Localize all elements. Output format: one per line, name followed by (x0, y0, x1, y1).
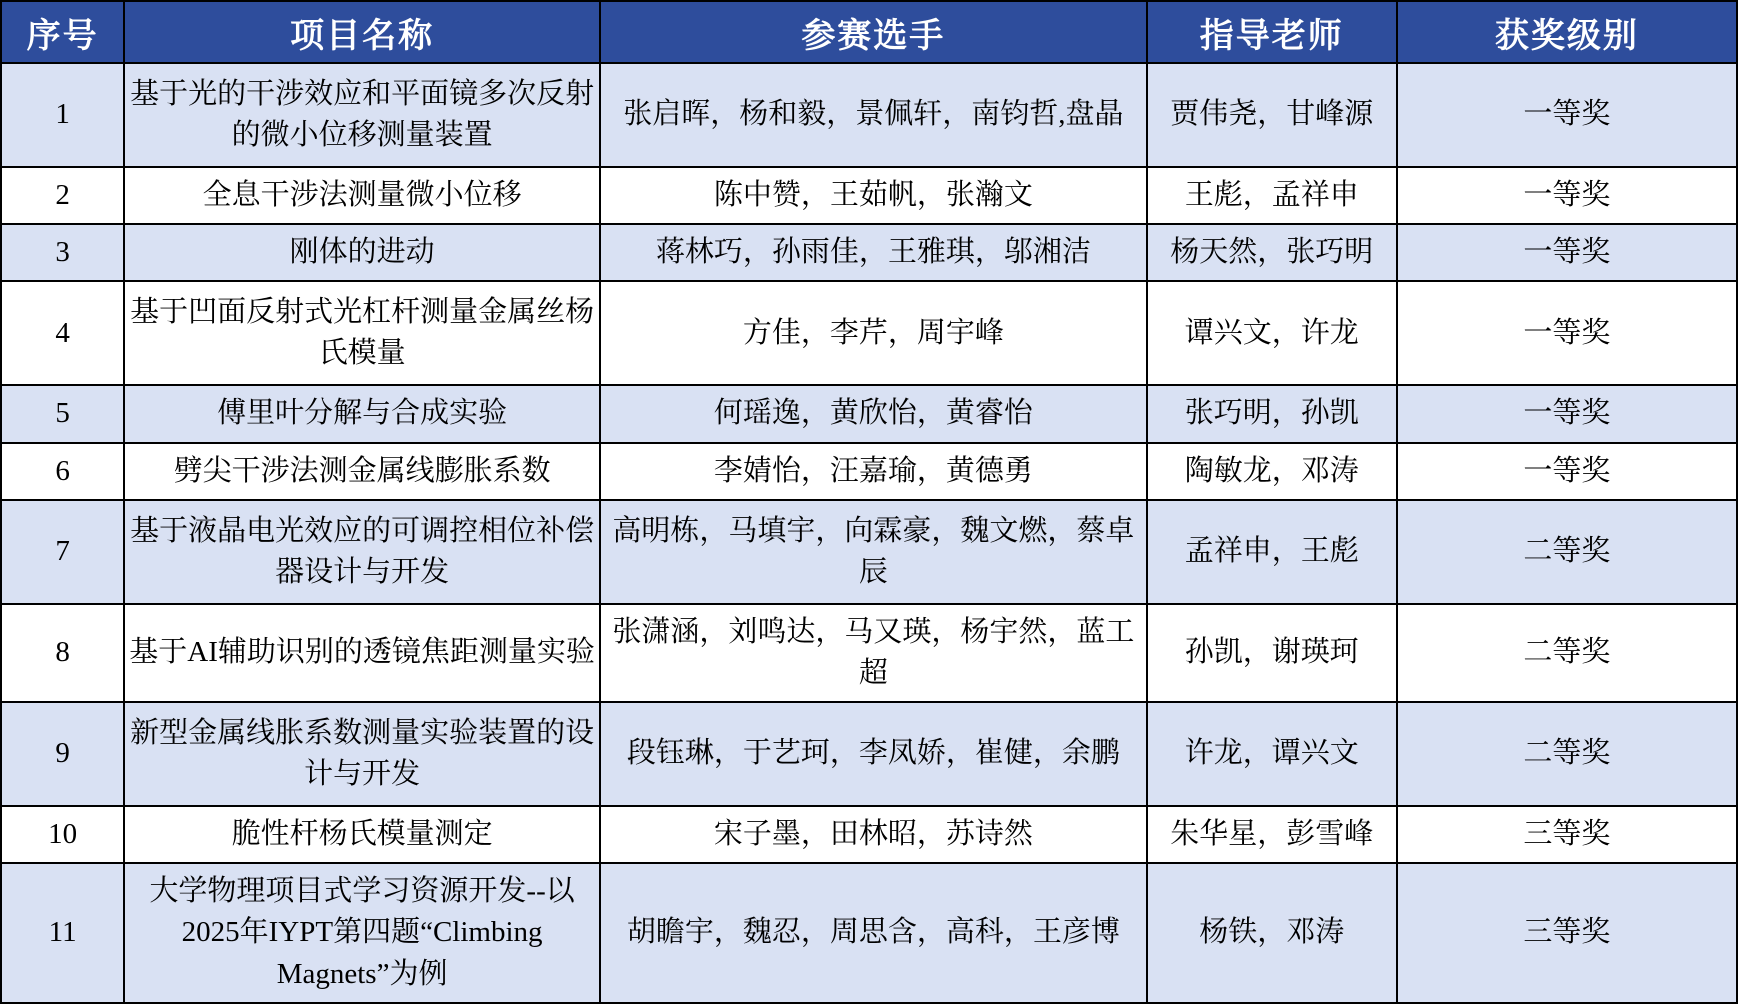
cell-contestants: 宋子墨，田林昭，苏诗然 (600, 806, 1147, 863)
table-row (1, 863, 1737, 1003)
cell-award-level: 二等奖 (1397, 702, 1737, 806)
table-row (1, 63, 1737, 167)
column-header-project: 项目名称 (124, 1, 600, 63)
table-row (1, 604, 1737, 702)
cell-advisors: 杨天然，张巧明 (1147, 224, 1397, 281)
cell-award-level: 一等奖 (1397, 167, 1737, 224)
cell-number: 4 (1, 281, 124, 385)
table-row (1, 167, 1737, 224)
column-header-award: 获奖级别 (1397, 1, 1737, 63)
cell-award-level: 一等奖 (1397, 224, 1737, 281)
cell-advisors: 王彪，孟祥申 (1147, 167, 1397, 224)
cell-contestants: 陈中赞，王茹帆，张瀚文 (600, 167, 1147, 224)
cell-contestants: 高明栋，马填宇，向霖豪，魏文燃，蔡卓辰 (600, 500, 1147, 604)
cell-award-level: 二等奖 (1397, 604, 1737, 702)
table-header-row (1, 1, 1737, 63)
cell-award-level: 一等奖 (1397, 63, 1737, 167)
cell-contestants: 张潇涵，刘鸣达，马又瑛，杨宇然，蓝工超 (600, 604, 1147, 702)
column-header-contestants: 参赛选手 (600, 1, 1147, 63)
cell-contestants: 胡瞻宇，魏忍，周思含，高科，王彦博 (600, 863, 1147, 1003)
cell-award-level: 二等奖 (1397, 500, 1737, 604)
cell-number: 1 (1, 63, 124, 167)
cell-number: 3 (1, 224, 124, 281)
table-row (1, 702, 1737, 806)
cell-award-level: 三等奖 (1397, 863, 1737, 1003)
cell-number: 8 (1, 604, 124, 702)
cell-contestants: 蒋林巧，孙雨佳，王雅琪，邬湘洁 (600, 224, 1147, 281)
cell-project-name: 新型金属线胀系数测量实验装置的设计与开发 (124, 702, 600, 806)
cell-contestants: 何瑶逸，黄欣怡，黄睿怡 (600, 385, 1147, 442)
cell-advisors: 张巧明，孙凯 (1147, 385, 1397, 442)
cell-contestants: 方佳，李芹，周宇峰 (600, 281, 1147, 385)
table-row (1, 500, 1737, 604)
table-row (1, 385, 1737, 442)
cell-award-level: 三等奖 (1397, 806, 1737, 863)
cell-advisors: 贾伟尧，甘峰源 (1147, 63, 1397, 167)
cell-number: 6 (1, 443, 124, 500)
cell-project-name: 基于AI辅助识别的透镜焦距测量实验 (124, 604, 600, 702)
table-body (1, 63, 1737, 1003)
cell-project-name: 基于光的干涉效应和平面镜多次反射的微小位移测量装置 (124, 63, 600, 167)
table-row (1, 443, 1737, 500)
cell-advisors: 杨铁，邓涛 (1147, 863, 1397, 1003)
column-header-advisors: 指导老师 (1147, 1, 1397, 63)
table-row (1, 224, 1737, 281)
cell-project-name: 基于凹面反射式光杠杆测量金属丝杨氏模量 (124, 281, 600, 385)
cell-number: 11 (1, 863, 124, 1003)
table-row (1, 281, 1737, 385)
cell-project-name: 全息干涉法测量微小位移 (124, 167, 600, 224)
cell-advisors: 孟祥申，王彪 (1147, 500, 1397, 604)
cell-number: 5 (1, 385, 124, 442)
column-header-number: 序号 (1, 1, 124, 63)
cell-advisors: 谭兴文，许龙 (1147, 281, 1397, 385)
cell-advisors: 孙凯，谢瑛珂 (1147, 604, 1397, 702)
cell-award-level: 一等奖 (1397, 443, 1737, 500)
cell-advisors: 许龙，谭兴文 (1147, 702, 1397, 806)
table-row (1, 806, 1737, 863)
cell-number: 2 (1, 167, 124, 224)
cell-project-name: 基于液晶电光效应的可调控相位补偿器设计与开发 (124, 500, 600, 604)
cell-number: 9 (1, 702, 124, 806)
cell-project-name: 刚体的进动 (124, 224, 600, 281)
cell-number: 7 (1, 500, 124, 604)
cell-project-name: 傅里叶分解与合成实验 (124, 385, 600, 442)
cell-advisors: 朱华星，彭雪峰 (1147, 806, 1397, 863)
cell-number: 10 (1, 806, 124, 863)
cell-project-name: 大学物理项目式学习资源开发--以2025年IYPT第四题“Climbing Magnets”为例 (124, 863, 600, 1003)
cell-contestants: 段钰琳，于艺珂，李凤娇，崔健，余鹏 (600, 702, 1147, 806)
cell-award-level: 一等奖 (1397, 385, 1737, 442)
cell-contestants: 张启晖，杨和毅，景佩轩，南钧哲,盘晶 (600, 63, 1147, 167)
cell-advisors: 陶敏龙，邓涛 (1147, 443, 1397, 500)
cell-project-name: 劈尖干涉法测金属线膨胀系数 (124, 443, 600, 500)
cell-award-level: 一等奖 (1397, 281, 1737, 385)
cell-project-name: 脆性杆杨氏模量测定 (124, 806, 600, 863)
cell-contestants: 李婧怡，汪嘉瑜，黄德勇 (600, 443, 1147, 500)
